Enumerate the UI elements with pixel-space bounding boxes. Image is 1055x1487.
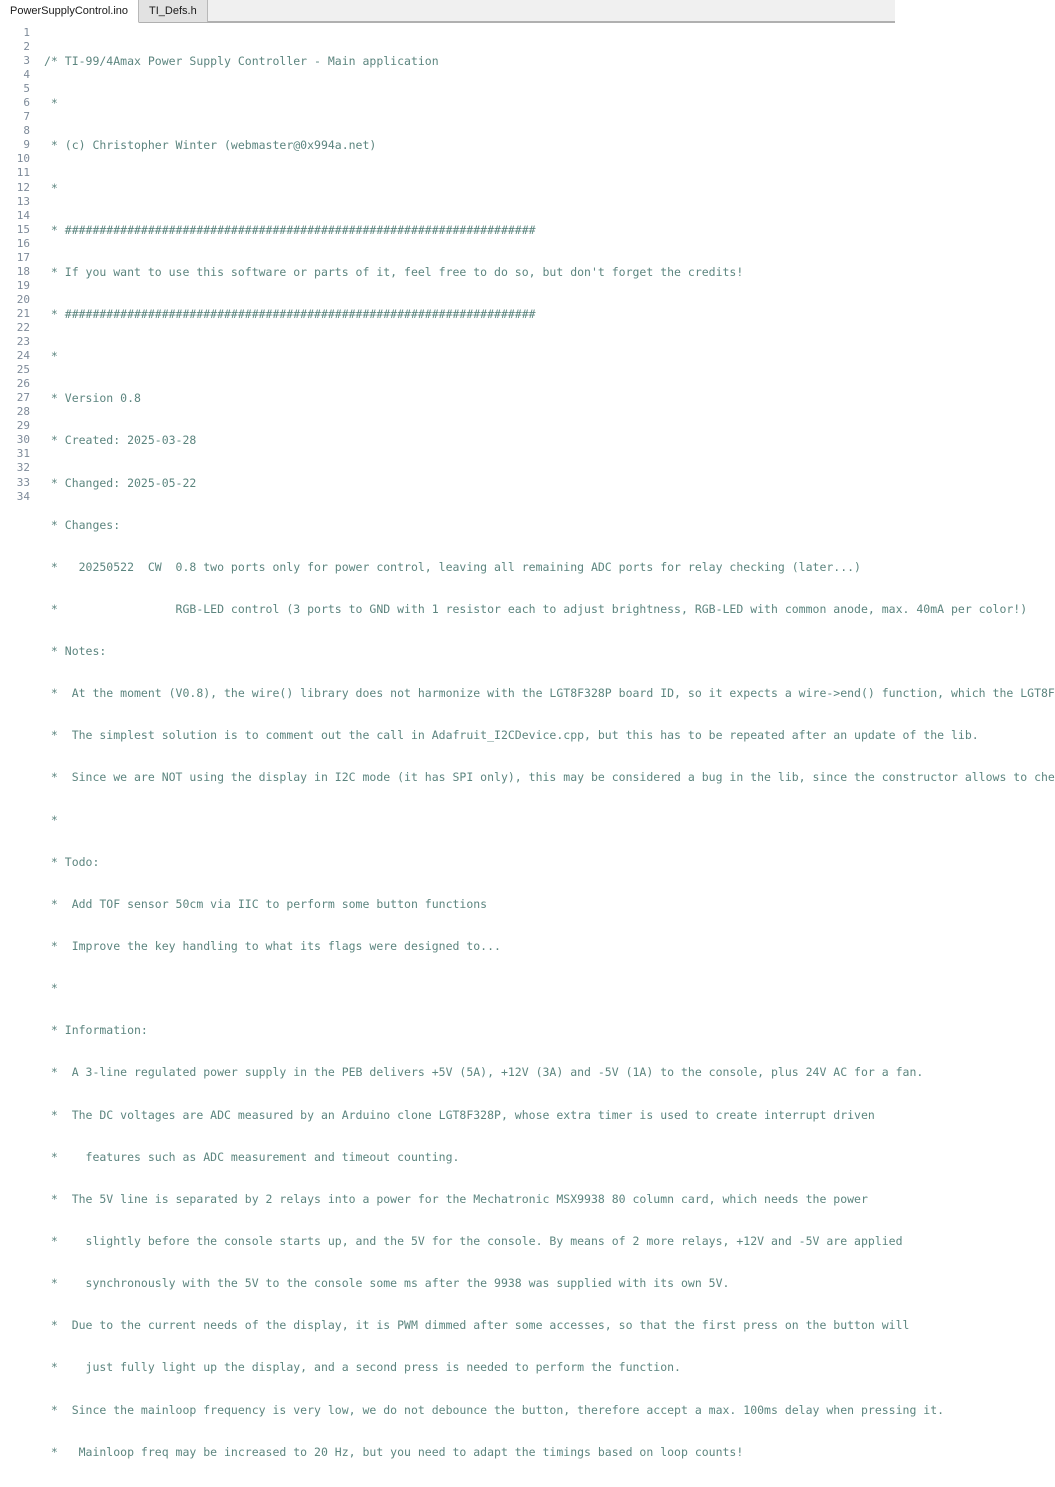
line-number: 3 (23, 54, 30, 68)
line-number: 17 (16, 250, 30, 264)
line-number: 25 (16, 363, 30, 377)
tab-label: TI_Defs.h (149, 5, 197, 17)
tab-ti-defs-h[interactable] (139, 0, 208, 22)
line-number: 4 (23, 68, 30, 82)
line-number: 13 (16, 194, 30, 208)
code-line: * The DC voltages are ADC measured by an Arduino clone LGT8F328P, whose extra timer is used to create interrupt driven (44, 1107, 875, 1122)
code-line: * RGB-LED control (3 ports to GND with 1 resistor each to adjust brightness, RGB-LED with common anode, max. 40mA per color!) (44, 601, 1028, 616)
code-line: * Since we are NOT using the display in I2C mode (it has SPI only), this may be considered a bug in the lib, since the constructor allows to che (44, 770, 1055, 785)
tab-bar-filler (208, 0, 895, 22)
line-number: 22 (16, 320, 30, 334)
code-line: * (44, 180, 58, 195)
line-number: 34 (16, 489, 30, 503)
line-number: 5 (23, 82, 30, 96)
line-number: 14 (16, 208, 30, 222)
code-line: * Due to the current needs of the display, it is PWM dimmed after some accesses, so that the first press on the button will (44, 1318, 910, 1333)
line-number: 24 (16, 349, 30, 363)
line-number: 21 (16, 306, 30, 320)
line-number: 29 (16, 419, 30, 433)
code-line: * Add TOF sensor 50cm via IIC to perform some button functions (44, 896, 488, 911)
code-line: * Mainloop freq may be increased to 20 Hz, but you need to adapt the timings based on loop counts! (44, 1444, 744, 1459)
code-line: * (44, 349, 58, 364)
line-number: 19 (16, 278, 30, 292)
code-line: * A 3-line regulated power supply in the PEB delivers +5V (5A), +12V (3A) and -5V (1A) to the console, plus 24V AC for a fan. (44, 1065, 924, 1080)
code-line: * Changed: 2025-05-22 (44, 475, 197, 490)
line-number: 2 (23, 40, 30, 54)
code-line: * At the moment (V0.8), the wire() library does not harmonize with the LGT8F328P board ID, so it expects a wire->end() function, which the LGT8F (44, 686, 1055, 701)
line-number: 28 (16, 405, 30, 419)
line-number-gutter (0, 23, 36, 1487)
tab-label: PowerSupplyControl.ino (10, 5, 129, 17)
line-number: 16 (16, 236, 30, 250)
code-line: * Created: 2025-03-28 (44, 433, 197, 448)
code-line: * Since the mainloop frequency is very low, we do not debounce the button, therefore accept a max. 100ms delay when pressing it. (44, 1402, 945, 1417)
line-number: 33 (16, 475, 30, 489)
code-line: * just fully light up the display, and a second press is needed to perform the function. (44, 1360, 681, 1375)
code-line: * The simplest solution is to comment out the call in Adafruit_I2CDevice.cpp, but this has to be repeated after an update of the lib. (44, 728, 979, 743)
line-number: 31 (16, 447, 30, 461)
code-content[interactable] (36, 23, 1055, 1487)
line-number: 10 (16, 152, 30, 166)
code-line: * synchronously with the 5V to the console some ms after the 9938 was supplied with its own 5V. (44, 1276, 730, 1291)
line-number: 6 (23, 96, 30, 110)
code-line: * (44, 96, 58, 111)
line-number: 18 (16, 264, 30, 278)
line-number: 12 (16, 180, 30, 194)
code-line: * #################################################################### (44, 222, 536, 237)
code-line: * #################################################################### (44, 306, 536, 321)
line-number: 26 (16, 377, 30, 391)
line-number: 27 (16, 391, 30, 405)
code-line: * Improve the key handling to what its flags were designed to... (44, 939, 501, 954)
code-line: * Todo: (44, 854, 100, 869)
line-number: 20 (16, 292, 30, 306)
line-number: 1 (23, 26, 30, 39)
code-line: * 20250522 CW 0.8 two ports only for power control, leaving all remaining ADC ports for relay checking (later...) (44, 559, 861, 574)
editor-tab-bar (0, 0, 895, 23)
line-number: 7 (23, 110, 30, 124)
code-line: * Information: (44, 1023, 148, 1038)
code-line: * (44, 981, 58, 996)
code-line: /* TI-99/4Amax Power Supply Controller - Main application (44, 54, 439, 69)
code-line: * slightly before the console starts up, and the 5V for the console. By means of 2 more relays, +12V and -5V are applied (44, 1234, 903, 1249)
tab-powersupplycontrol-ino[interactable] (0, 0, 139, 23)
line-number: 8 (23, 124, 30, 138)
code-line: * (44, 812, 58, 827)
code-area[interactable] (0, 23, 1055, 1487)
code-line: * The 5V line is separated by 2 relays into a power for the Mechatronic MSX9938 80 column card, which needs the power (44, 1191, 868, 1206)
code-line: * Changes: (44, 517, 121, 532)
code-line: * (c) Christopher Winter (webmaster@0x994a.net) (44, 138, 377, 153)
line-number: 30 (16, 433, 30, 447)
code-line: * Version 0.8 (44, 391, 141, 406)
line-number: 32 (16, 461, 30, 475)
line-number: 11 (16, 166, 30, 180)
code-line: * features such as ADC measurement and timeout counting. (44, 1149, 460, 1164)
code-line: * If you want to use this software or parts of it, feel free to do so, but don't forget the credits! (44, 264, 744, 279)
line-number: 15 (16, 222, 30, 236)
line-number: 23 (16, 335, 30, 349)
code-line: * Notes: (44, 644, 107, 659)
line-number: 9 (23, 138, 30, 152)
